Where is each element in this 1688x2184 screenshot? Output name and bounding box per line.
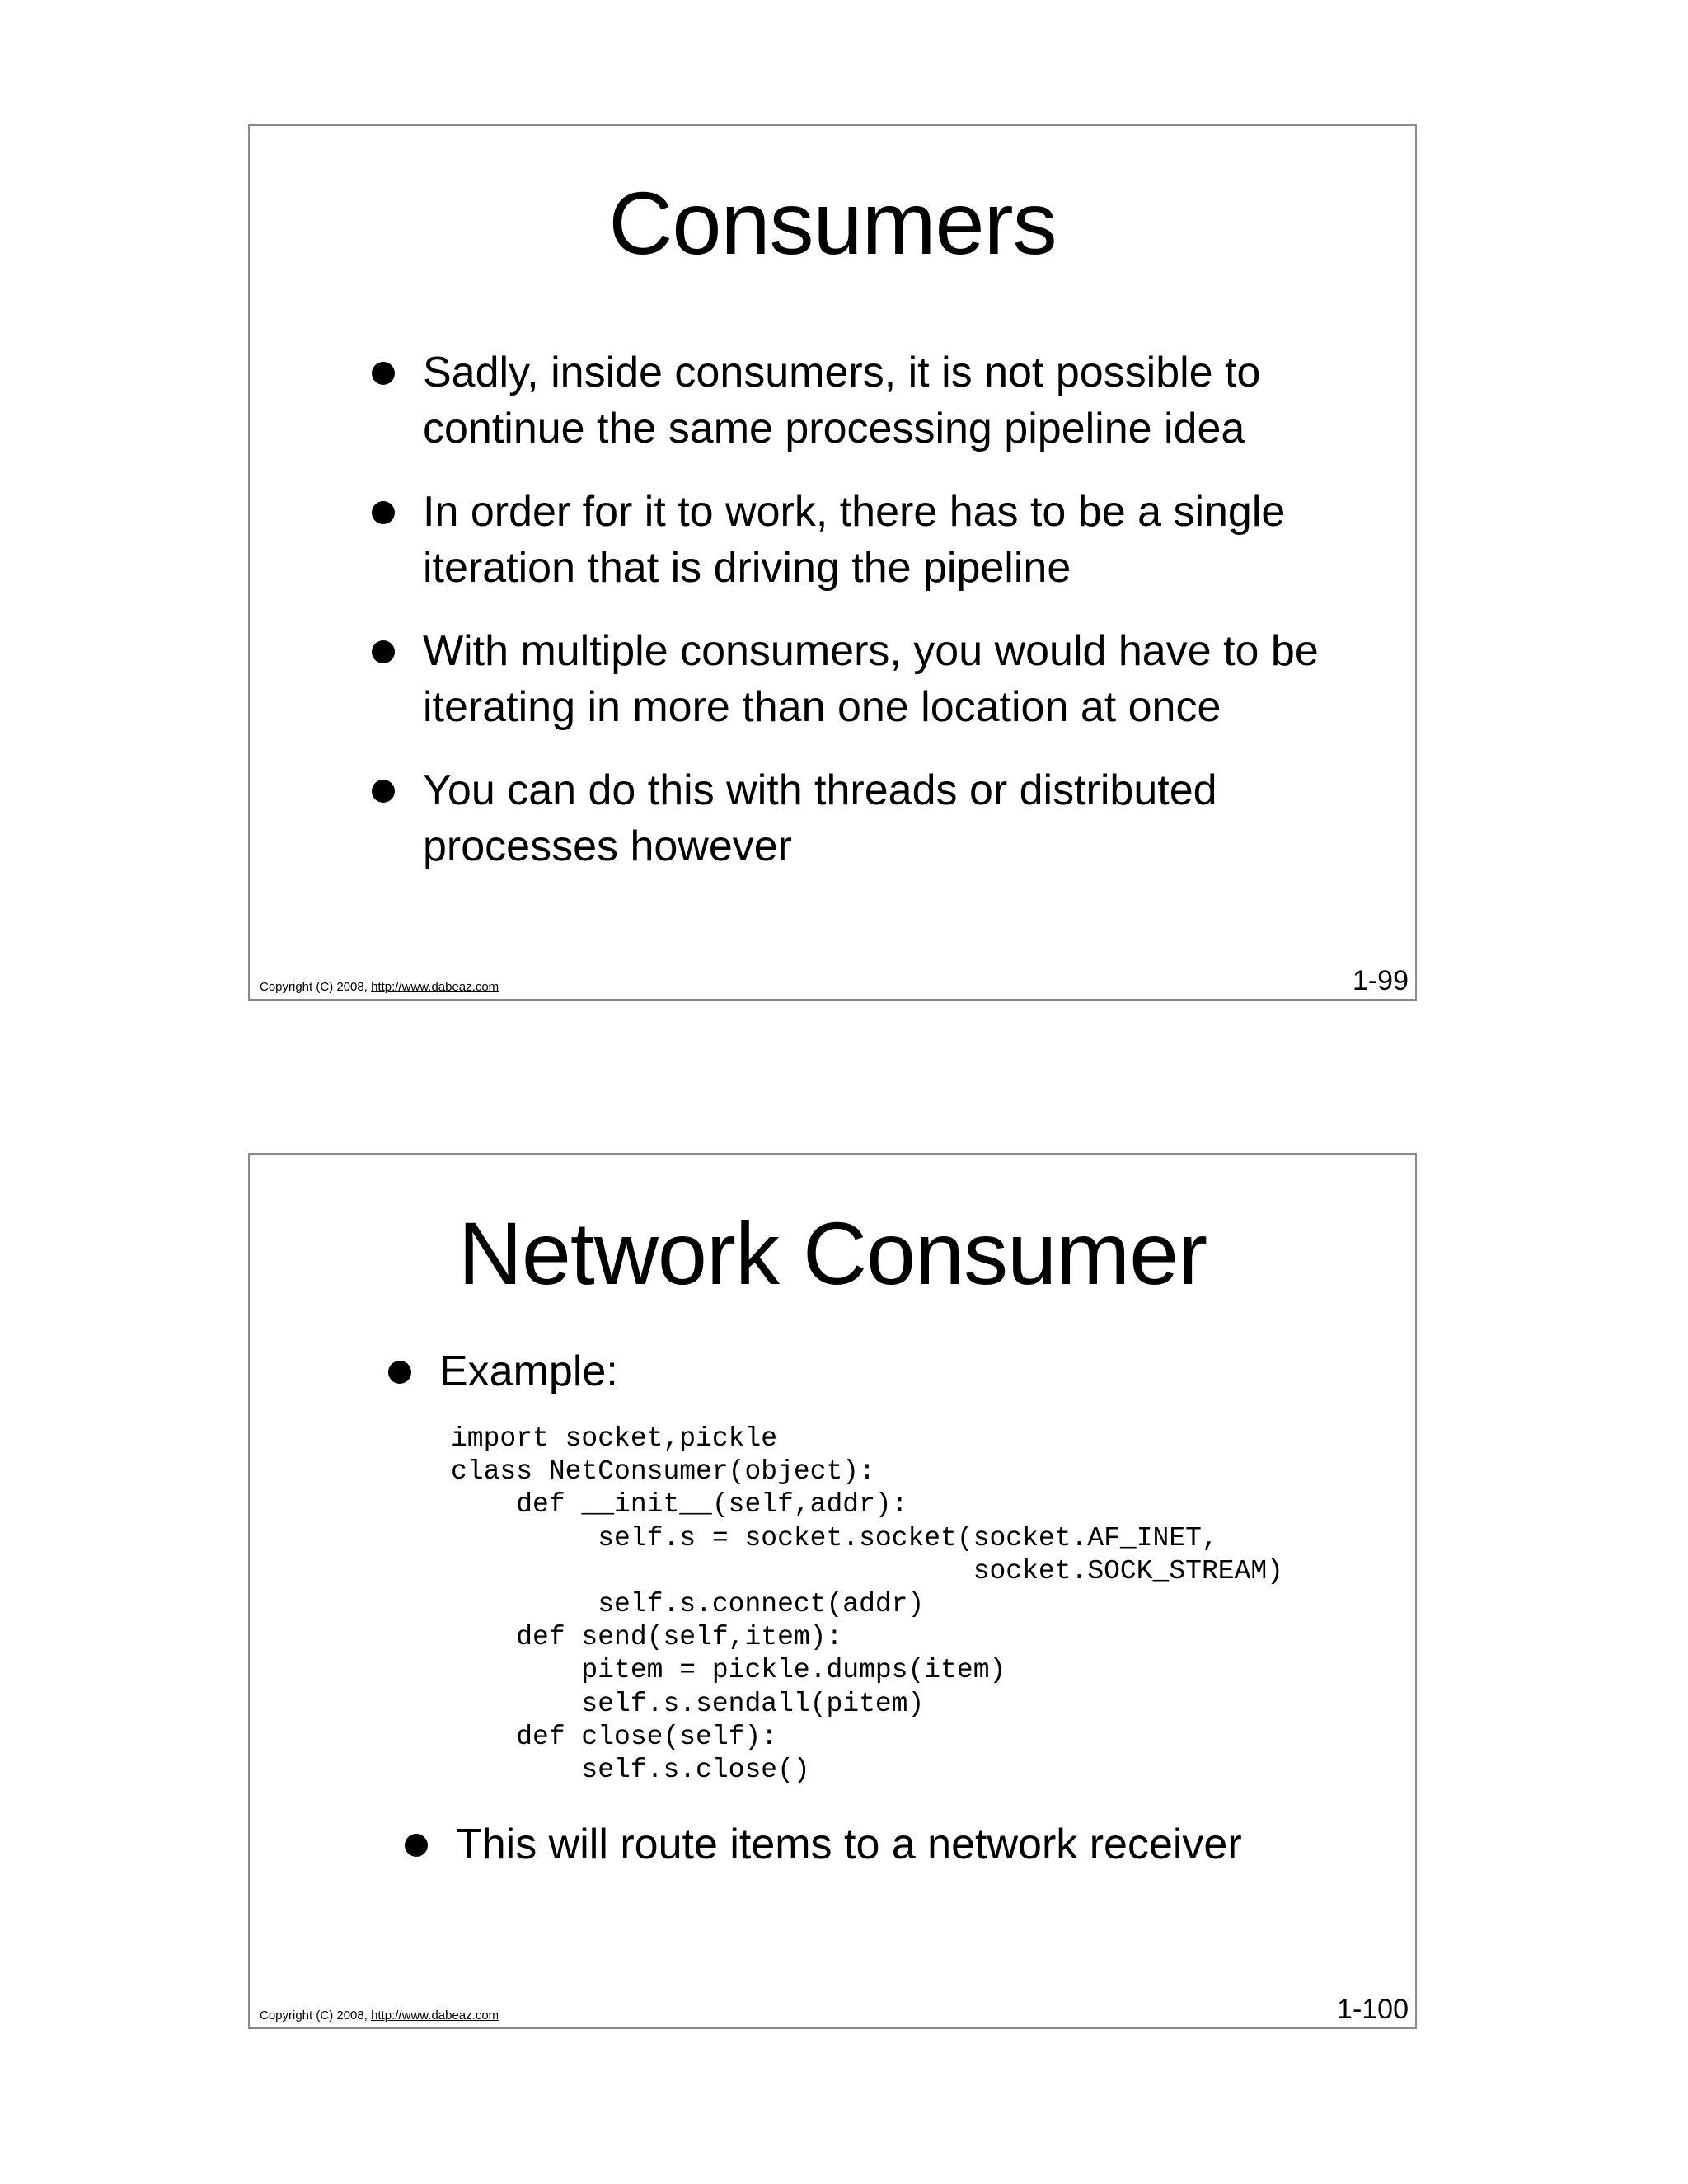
bullet-text: You can do this with threads or distributed processes however bbox=[423, 766, 1217, 870]
bullet-text: Example: bbox=[439, 1347, 618, 1395]
footer-link[interactable]: http://www.dabeaz.com bbox=[371, 2008, 499, 2022]
bullet-dot-icon bbox=[405, 1834, 428, 1857]
bullet-text: With multiple consumers, you would have to be iterating in more than one location at once bbox=[423, 627, 1319, 731]
bullet-dot-icon bbox=[372, 640, 395, 663]
bullet-text: This will route items to a network receiver bbox=[456, 1821, 1242, 1868]
page-number: 1-100 bbox=[1337, 1994, 1409, 2025]
bullet-item-example bbox=[382, 1343, 1428, 1399]
slide-title: Consumers bbox=[608, 173, 1057, 273]
bullet-text: Sadly, inside consumers, it is not possible to continue the same processing pipeline idea bbox=[423, 349, 1261, 452]
bullet-text: In order for it to work, there has to be a single iteration that is driving the pipeline bbox=[423, 488, 1286, 592]
bullet-list bbox=[365, 344, 1412, 902]
bullet-item bbox=[365, 484, 1412, 596]
bullet-item-summary bbox=[398, 1816, 1461, 1872]
footer-copyright bbox=[260, 2008, 499, 2023]
bullet-dot-icon bbox=[388, 1361, 411, 1384]
slide-consumers bbox=[248, 124, 1417, 1001]
footer-copyright bbox=[260, 980, 499, 995]
copyright-text: Copyright (C) 2008, bbox=[260, 2008, 368, 2022]
bullet-item bbox=[365, 623, 1412, 735]
footer-link[interactable]: http://www.dabeaz.com bbox=[371, 980, 499, 994]
slide-network-consumer bbox=[248, 1153, 1417, 2029]
bullet-dot-icon bbox=[372, 362, 395, 385]
slide-title: Network Consumer bbox=[457, 1203, 1207, 1303]
copyright-text: Copyright (C) 2008, bbox=[260, 980, 368, 994]
bullet-dot-icon bbox=[372, 780, 395, 803]
bullet-dot-icon bbox=[372, 501, 395, 524]
bullet-item bbox=[365, 762, 1412, 874]
code-block: import socket,pickle class NetConsumer(object): def __init__(self,addr): self.s = socket.socket(socket.AF_INET, socket.SOCK_STREAM) self.s.connect(addr) def send(self,item): pitem = pickle.dumps(item) self.s.sendall(pitem) def close(self): self.s.close() bbox=[451, 1423, 1283, 1786]
bullet-item bbox=[365, 344, 1412, 457]
page-number: 1-99 bbox=[1352, 965, 1409, 996]
